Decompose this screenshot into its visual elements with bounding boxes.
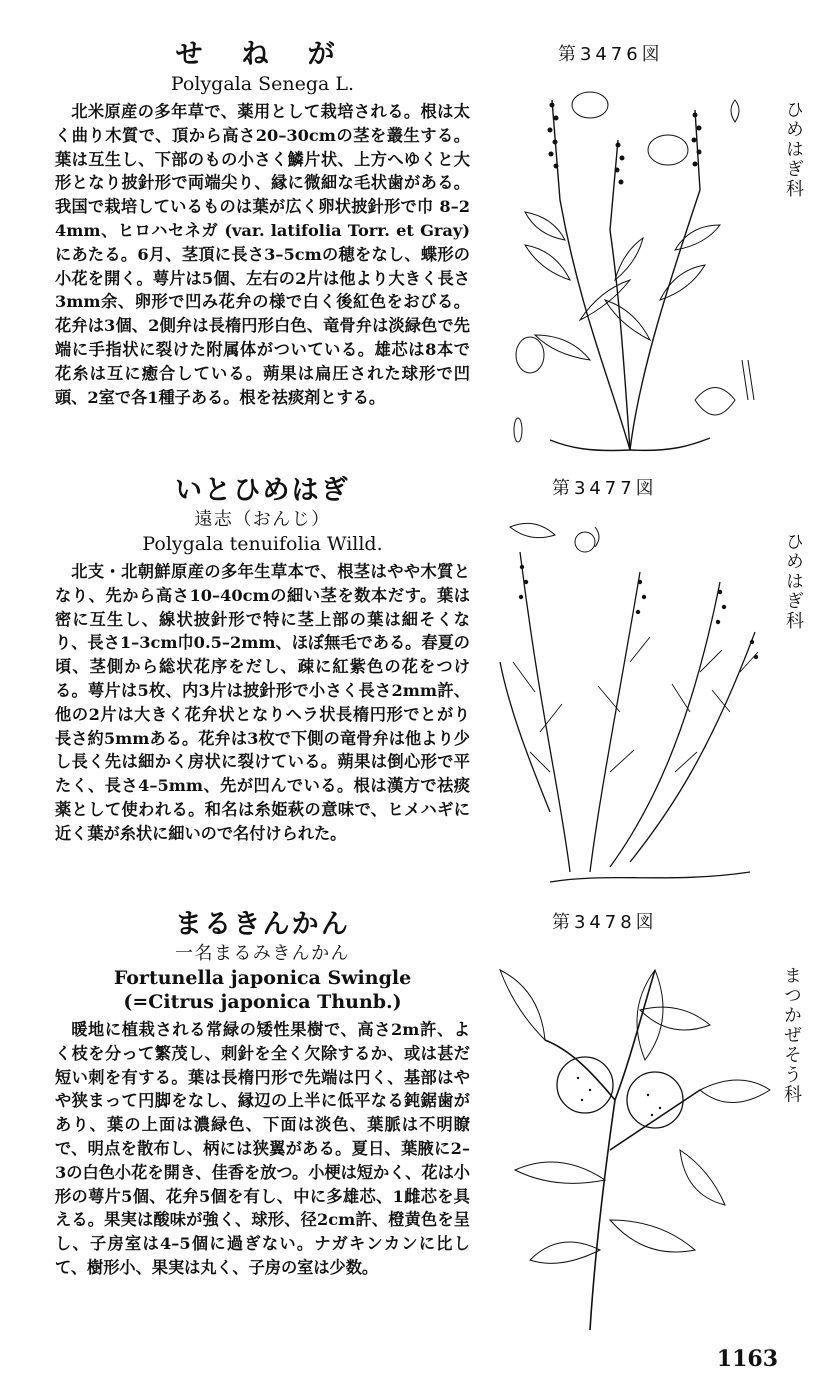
scientific-name: Polygala tenuifolia Willd. [142, 533, 383, 555]
figure-label: 第3478図 [552, 912, 658, 933]
senega-plant-illustration [490, 80, 780, 460]
alternate-name: 一名まるみきんかん [175, 943, 350, 964]
entry-description: 北米原産の多年草で、薬用として栽培される。根は太く曲り木質で、頂から高さ20–30cmの茎を叢生する。葉は互生し、下部のもの小さく鱗片状、上方へゆくと大形となり披針形で両端尖り、縁に微細な毛状歯がある。我国で栽培しているものは葉が広く卵状披針形で巾 8–24mm、ヒロハセネガ (var. latifolia Torr. et Gray) にあたる。6月、茎頂に長さ3–5cmの穂をなし、蝶形の小花を開く。萼片は5個、左右の2片は他より大きく長さ3mm余、卵形で凹み花弁の様で白く後紅色をおびる。花弁は3個、2側弁は長楕円形白色、竜骨弁は淡緑色で先端に手指状に裂けた附属体がついている。雄芯は8本で花糸は互に癒合している。蒴果は扁圧された球形で凹頭、2室で各1種子ある。根を祛痰剤とする。 [55, 102, 470, 407]
entry-itohimehagi [55, 474, 470, 846]
entry-title: まるきんかん [175, 909, 350, 940]
itohimehagi-plant-illustration [490, 512, 780, 902]
entry-title: いとひめはぎ [175, 475, 350, 506]
family-label: ひめはぎ科 [783, 532, 804, 631]
kumquat-branch-illustration [490, 950, 780, 1340]
figure-column [480, 0, 840, 1400]
entry-title: せ ね が [175, 39, 350, 70]
figure-label: 第3477図 [552, 478, 658, 499]
page-number: 1163 [716, 1346, 778, 1372]
entry-senega [55, 38, 470, 409]
family-label: ひめはぎ科 [783, 100, 804, 199]
family-label: まつかぜそう科 [781, 966, 802, 1105]
synonym-name: (=Citrus japonica Thunb.) [123, 991, 402, 1013]
entry-description: 暖地に植栽される常緑の矮性果樹で、高さ2m許、よく枝を分って繁茂し、刺針を全く欠除するか、或は甚だ短い刺を有する。葉は長楕円形で先端は円く、基部はやや狭まって円脚をなし、縁辺の上半に低平なる鈍鋸歯があり、葉の上面は濃緑色、下面は淡色、葉脈は不明瞭で、明点を散布し、柄には狭翼がある。夏日、葉腋に2–3の白色小花を開き、佳香を放つ。小梗は短かく、花は小形の萼片5個、花弁5個を有し、中に多雄芯、1雌芯を具える。果実は酸味が強く、球形、径2cm許、橙黄色を呈し、子房室は4–5個に過ぎない。ナガキンカンに比して、樹形小、果実は丸く、子房の室は少数。 [55, 1020, 470, 1277]
scientific-name: Fortunella japonica Swingle [113, 967, 412, 989]
scientific-name: Polygala Senega L. [170, 73, 355, 95]
figure-label: 第3476図 [558, 44, 664, 65]
entry-marukinkan [55, 908, 470, 1280]
entry-description: 北支・北朝鮮原産の多年生草本で、根茎はやや木質となり、先から高さ10–40cmの細い茎を数本だす。葉は密に互生し、線状披針形で特に茎上部の葉は細そくなり、長さ1–3cm巾0.5–2mm、ほぼ無毛である。春夏の頃、茎側から総状花序をだし、疎に紅紫色の花をつける。萼片は5枚、内3片は披針形で小さく長さ2mm許、他の2片は大きく花弁状となりヘラ状長楕円形でとがり長さ約5mmある。花弁は3枚で下側の竜骨弁は他より少し長く先は細かく房状に裂けている。蒴果は倒心形で平たく、長さ4–5mm、先が凹んでいる。根は漢方で祛痰薬として使われる。和名は糸姫萩の意味で、ヒメハギに近く葉が糸状に細いので名付けられた。 [55, 562, 470, 843]
alternate-name: 遠志（おんじ） [194, 509, 331, 530]
